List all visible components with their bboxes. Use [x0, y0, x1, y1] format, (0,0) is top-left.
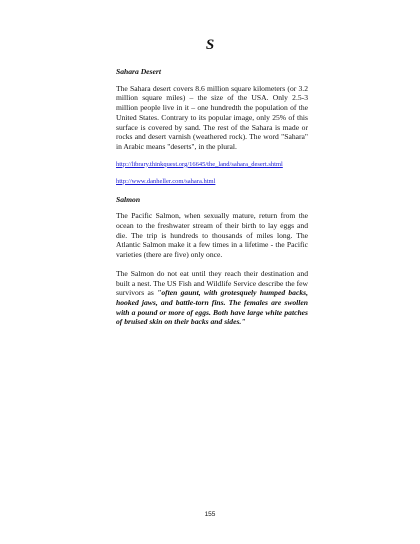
salmon-heading: Salmon [116, 194, 141, 204]
sahara-heading: Sahara Desert [116, 67, 161, 76]
sahara-link-thinkquest[interactable]: http://library.thinkquest.org/16645/the_land/sahara_desert.shtml [116, 160, 283, 168]
salmon-paragraph-2 [116, 269, 308, 327]
page-number: 155 [204, 511, 216, 518]
sahara-paragraph: The Sahara desert covers 8.6 million square kilometers (or 3.2 million square miles) – the size of the USA. Only 2.5-3 million people live in it – one hundredth the population of the United States. Contrary to its popular image, only 25% of this surface is covered by sand. The rest of the Sahara is made or rocks and desert varnish (weathered rock). The word "Sahara" in Arabic means "deserts", in the plural. [116, 83, 308, 151]
sahara-link-danheller[interactable]: http://www.danheller.com/sahara.html [116, 177, 216, 185]
section-letter: S [205, 37, 215, 53]
salmon-paragraph-1: The Pacific Salmon, when sexually mature, return from the ocean to the freshwater stream of their birth to lay eggs and die. The trip is hundreds to thousands of miles long. The Atlantic Salmon make it a few times in a lifetime - the Pacific varieties (there are five) only once. [116, 211, 308, 260]
salmon-quote: "often gaunt, with grotesquely humped backs, hooked jaws, and battle-torn fins. The females are swollen with a pound or more of eggs. Both have large white patches of bruised skin on their backs and sides." [116, 288, 308, 327]
salmon-paragraph-2-text: The Salmon do not eat until they reach their destination and built a nest. The US Fish and Wildlife Service describe the few survivors as [116, 268, 308, 298]
page-content [116, 67, 308, 336]
